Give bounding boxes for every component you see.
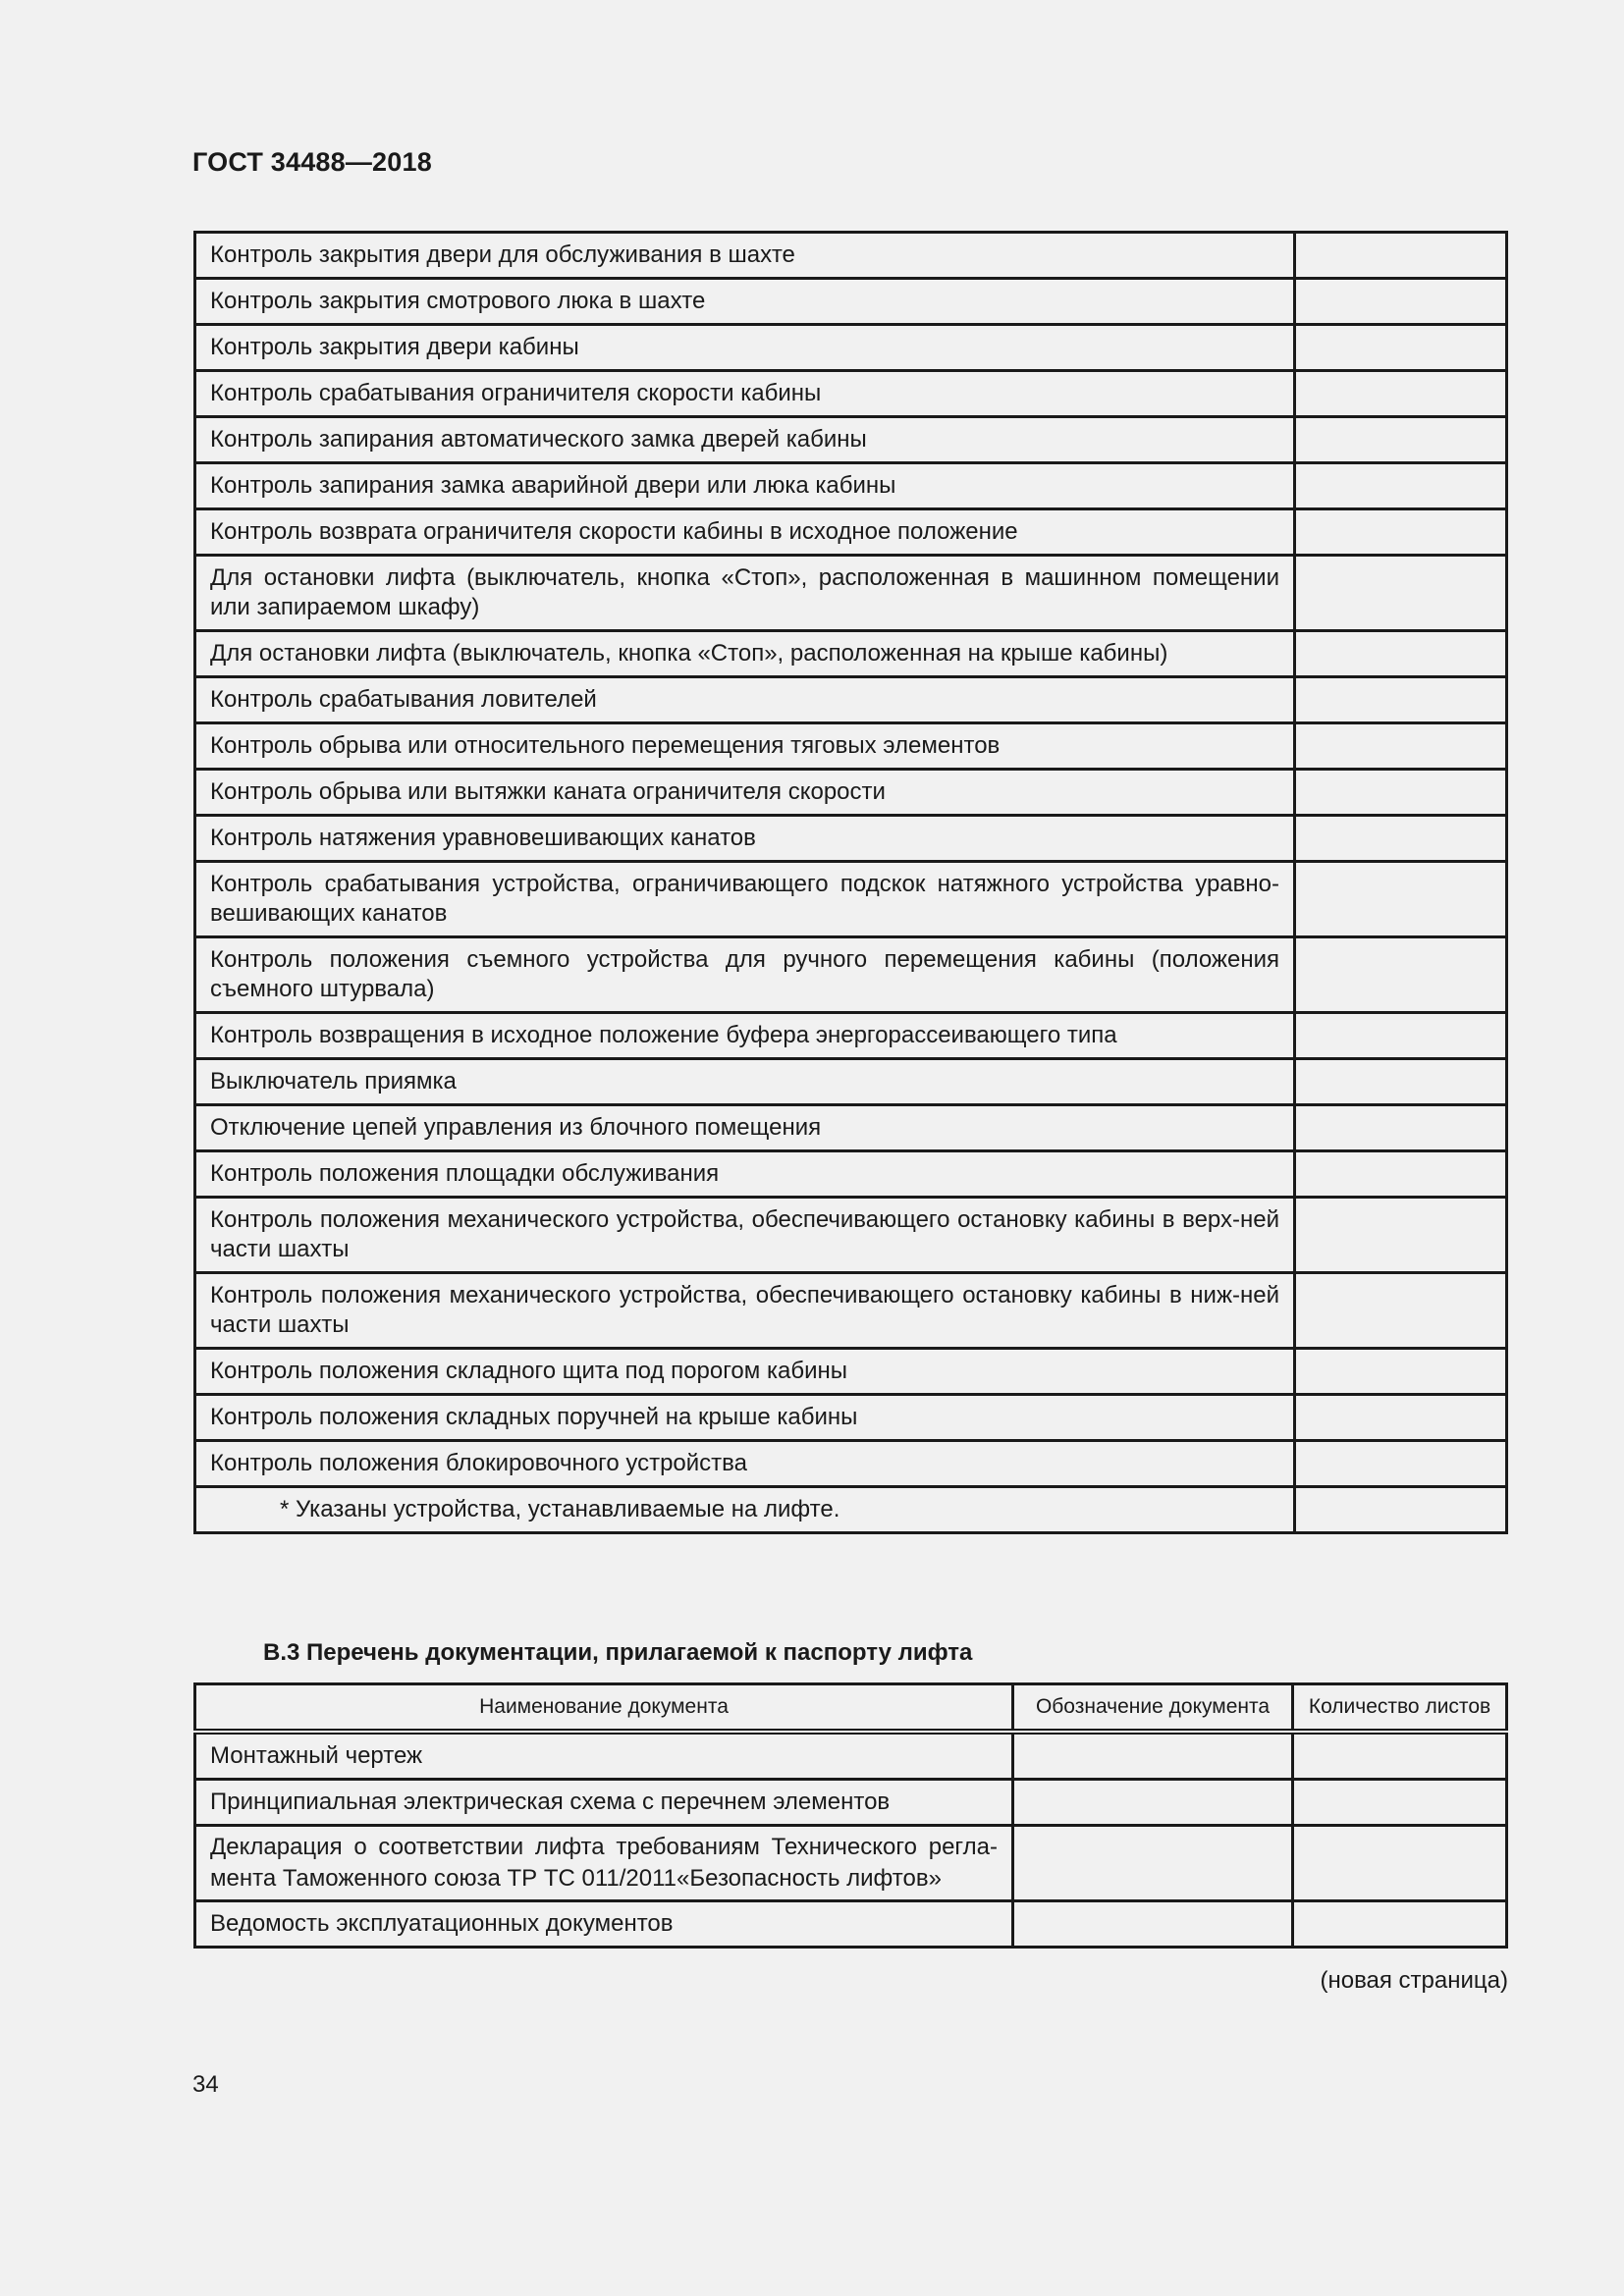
- row-label: Для остановки лифта (выключатель, кнопка «Стоп», расположенная на крыше кабины): [195, 631, 1295, 677]
- table-row: [195, 1151, 1507, 1198]
- row-label: Контроль запирания автоматического замка дверей кабины: [195, 417, 1295, 463]
- value-cell: [1295, 417, 1507, 463]
- table-row: [195, 279, 1507, 325]
- row-label: Контроль возвращения в исходное положение буфера энергорассеивающего типа: [195, 1013, 1295, 1059]
- table-row: [195, 677, 1507, 723]
- table-row: [195, 233, 1507, 279]
- new-page-note: (новая страница): [1320, 1967, 1508, 1994]
- section-title: В.3 Перечень документации, прилагаемой к паспорту лифта: [263, 1639, 973, 1666]
- sheets-cell: [1293, 1732, 1507, 1780]
- designation-cell: [1013, 1901, 1293, 1948]
- row-label: Контроль срабатывания устройства, ограничивающего подскок натяжного устройства уравно-вешивающих канатов: [195, 862, 1295, 937]
- document-header: ГОСТ 34488—2018: [192, 147, 432, 177]
- row-label: Контроль обрыва или вытяжки каната ограничителя скорости: [195, 770, 1295, 816]
- table-footnote-row: [195, 1487, 1507, 1533]
- value-cell: [1295, 770, 1507, 816]
- row-label: Контроль возврата ограничителя скорости кабины в исходное положение: [195, 509, 1295, 556]
- value-cell: [1295, 509, 1507, 556]
- row-label: Контроль положения складного щита под порогом кабины: [195, 1349, 1295, 1395]
- table-row: [195, 1901, 1507, 1948]
- value-cell: [1295, 1395, 1507, 1441]
- table-row: [195, 1198, 1507, 1273]
- table-row: [195, 1780, 1507, 1826]
- row-label: Выключатель приямка: [195, 1059, 1295, 1105]
- value-cell: [1295, 1013, 1507, 1059]
- table-row: [195, 1273, 1507, 1349]
- column-header-sheets: Количество листов: [1293, 1684, 1507, 1733]
- document-name: Декларация о соответствии лифта требованиям Технического регла-мента Таможенного союза ТР ТС 011/2011«Безопасность лифтов»: [195, 1826, 1013, 1901]
- table-row: [195, 463, 1507, 509]
- row-label: Контроль положения площадки обслуживания: [195, 1151, 1295, 1198]
- table-row: [195, 556, 1507, 631]
- row-label: Контроль положения блокировочного устройства: [195, 1441, 1295, 1487]
- row-label: Контроль закрытия смотрового люка в шахте: [195, 279, 1295, 325]
- column-header-name: Наименование документа: [195, 1684, 1013, 1733]
- control-devices-table: [193, 231, 1508, 1534]
- value-cell: [1295, 1105, 1507, 1151]
- table-header-row: [195, 1684, 1507, 1733]
- value-cell: [1295, 1059, 1507, 1105]
- page-number: 34: [192, 2071, 219, 2098]
- value-cell: [1295, 233, 1507, 279]
- value-cell: [1295, 1487, 1507, 1533]
- footnote: * Указаны устройства, устанавливаемые на лифте.: [195, 1487, 1295, 1533]
- document-name: Ведомость эксплуатационных документов: [195, 1901, 1013, 1948]
- row-label: Контроль положения механического устройства, обеспечивающего остановку кабины в верх-ней части шахты: [195, 1198, 1295, 1273]
- row-label: Контроль закрытия двери для обслуживания в шахте: [195, 233, 1295, 279]
- value-cell: [1295, 1198, 1507, 1273]
- table-row: [195, 1349, 1507, 1395]
- row-label: Контроль обрыва или относительного перемещения тяговых элементов: [195, 723, 1295, 770]
- table-row: [195, 1441, 1507, 1487]
- row-label: Контроль натяжения уравновешивающих канатов: [195, 816, 1295, 862]
- row-label: Контроль закрытия двери кабины: [195, 325, 1295, 371]
- table-row: [195, 509, 1507, 556]
- table-row: [195, 631, 1507, 677]
- table-row: [195, 816, 1507, 862]
- value-cell: [1295, 723, 1507, 770]
- value-cell: [1295, 1273, 1507, 1349]
- table-row: [195, 770, 1507, 816]
- designation-cell: [1013, 1780, 1293, 1826]
- row-label: Контроль положения механического устройства, обеспечивающего остановку кабины в ниж-ней части шахты: [195, 1273, 1295, 1349]
- table-row: [195, 937, 1507, 1013]
- document-name: Принципиальная электрическая схема с перечнем элементов: [195, 1780, 1013, 1826]
- table-row: [195, 1013, 1507, 1059]
- row-label: Контроль положения съемного устройства для ручного перемещения кабины (положения съемного штурвала): [195, 937, 1295, 1013]
- designation-cell: [1013, 1732, 1293, 1780]
- table-row: [195, 1059, 1507, 1105]
- column-header-designation: Обозначение документа: [1013, 1684, 1293, 1733]
- value-cell: [1295, 325, 1507, 371]
- table-row: [195, 1826, 1507, 1901]
- table-row: [195, 1732, 1507, 1780]
- value-cell: [1295, 1151, 1507, 1198]
- row-label: Контроль срабатывания ловителей: [195, 677, 1295, 723]
- table-row: [195, 862, 1507, 937]
- row-label: Контроль положения складных поручней на крыше кабины: [195, 1395, 1295, 1441]
- table-row: [195, 417, 1507, 463]
- value-cell: [1295, 556, 1507, 631]
- value-cell: [1295, 631, 1507, 677]
- value-cell: [1295, 463, 1507, 509]
- row-label: Отключение цепей управления из блочного помещения: [195, 1105, 1295, 1151]
- row-label: Контроль срабатывания ограничителя скорости кабины: [195, 371, 1295, 417]
- table-row: [195, 371, 1507, 417]
- table-row: [195, 1105, 1507, 1151]
- value-cell: [1295, 1441, 1507, 1487]
- value-cell: [1295, 1349, 1507, 1395]
- value-cell: [1295, 371, 1507, 417]
- value-cell: [1295, 816, 1507, 862]
- sheets-cell: [1293, 1826, 1507, 1901]
- row-label: Для остановки лифта (выключатель, кнопка «Стоп», расположенная в машинном помещении или запираемом шкафу): [195, 556, 1295, 631]
- value-cell: [1295, 677, 1507, 723]
- sheets-cell: [1293, 1901, 1507, 1948]
- value-cell: [1295, 279, 1507, 325]
- table-row: [195, 325, 1507, 371]
- document-name: Монтажный чертеж: [195, 1732, 1013, 1780]
- documentation-table: [193, 1682, 1508, 1949]
- table-row: [195, 723, 1507, 770]
- designation-cell: [1013, 1826, 1293, 1901]
- value-cell: [1295, 937, 1507, 1013]
- sheets-cell: [1293, 1780, 1507, 1826]
- table-row: [195, 1395, 1507, 1441]
- value-cell: [1295, 862, 1507, 937]
- row-label: Контроль запирания замка аварийной двери или люка кабины: [195, 463, 1295, 509]
